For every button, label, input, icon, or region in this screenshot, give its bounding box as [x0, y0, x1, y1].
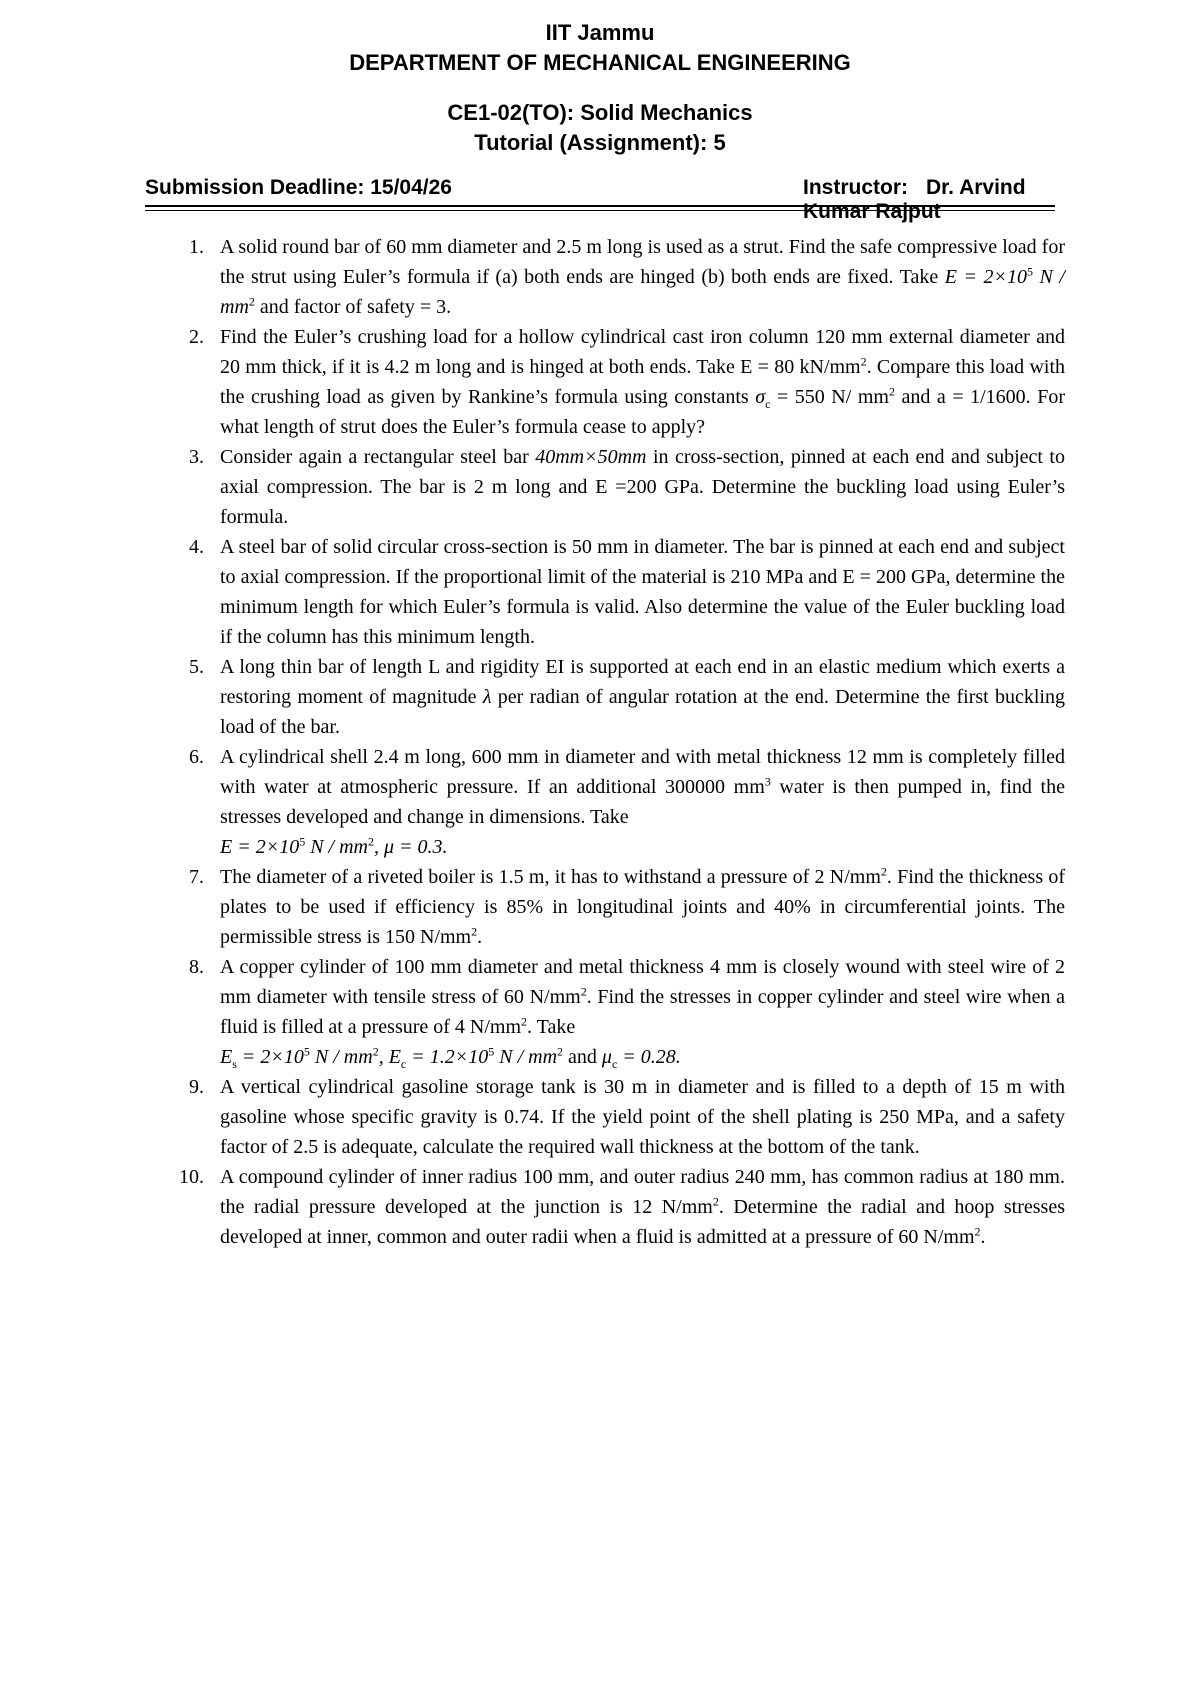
question-7	[170, 862, 1065, 952]
header-rule	[145, 205, 1055, 207]
header-rule-thin	[145, 210, 1055, 211]
question-8	[170, 952, 1065, 1072]
question-2	[170, 322, 1065, 442]
tutorial-title: Tutorial (Assignment): 5	[474, 130, 726, 155]
submission-info-bar	[145, 176, 1055, 223]
question-text: The diameter of a riveted boiler is 1.5 m, it has to withstand a pressure of 2 $N/mm^2$. Find the thickness of plates to be used if efficiency is 85% in longitudinal joints and 40% in circumferential joints. The permissible stress is 150 $N/mm^2$.	[220, 864, 1065, 948]
question-text: A solid round bar of 60 mm diameter and 2.5 m long is used as a strut. Find the safe compressive load for the strut using Euler’s formula if (a) both ends are hinged (b) both ends are fixed. Take $E = 2\times 10^5$ N / $mm^2$ and factor of safety = 3.	[220, 236, 1065, 318]
instructor-info	[803, 176, 1055, 224]
department-name: DEPARTMENT OF MECHANICAL ENGINEERING	[349, 50, 851, 75]
question-number: 4.	[189, 536, 204, 558]
question-list	[170, 232, 1065, 1252]
question-number: 3.	[189, 446, 204, 468]
question-number: 6.	[189, 746, 204, 768]
document-header	[0, 18, 1200, 158]
question-10	[170, 1162, 1065, 1252]
question-number: 1.	[189, 236, 204, 258]
question-3	[170, 442, 1065, 532]
question-text: Consider again a rectangular steel bar 40mm×50mm in cross-section, pinned at each end and subject to axial compression. The bar is 2 m long and E =200 GPa. Determine the buckling load using Euler’s formula.	[220, 446, 1065, 528]
question-number: 9.	[189, 1076, 204, 1098]
instructor-label: Instructor:	[803, 176, 908, 199]
question-9	[170, 1072, 1065, 1162]
question-4	[170, 532, 1065, 652]
question-5	[170, 652, 1065, 742]
question-text: A vertical cylindrical gasoline storage tank is 30 m in diameter and is filled to a depth of 15 m with gasoline whose specific gravity is 0.74. If the yield point of the shell plating is 250 MPa, and a safety factor of 2.5 is adequate, calculate the required wall thickness at the bottom of the tank.	[220, 1076, 1065, 1158]
submission-deadline: Submission Deadline: 15/04/26	[145, 176, 452, 199]
question-text: Find the Euler’s crushing load for a hollow cylindrical cast iron column 120 mm external diameter and 20 mm thick, if it is 4.2 m long and is hinged at both ends. Take E = 80 $kN/mm^2$. Compare this load with the crushing load as given by Rankine’s formula using constants $\sigma_c = 550$ N/ $mm^2$ and a = 1/1600. For what length of strut does the Euler’s formula cease to apply?	[220, 326, 1066, 438]
question-number: 2.	[189, 326, 204, 348]
course-title: CE1-02(TO): Solid Mechanics	[447, 100, 753, 125]
question-number: 10.	[179, 1166, 204, 1188]
question-text: A compound cylinder of inner radius 100 mm, and outer radius 240 mm, has common radius at 180 mm. the radial pressure developed at the junction is 12 $N/mm^2$. Determine the radial and hoop stresses developed at inner, common and outer radii when a fluid is admitted at a pressure of 60 $N/mm^2$.	[220, 1166, 1065, 1248]
question-text: A copper cylinder of 100 mm diameter and metal thickness 4 mm is closely wound with steel wire of 2 mm diameter with tensile stress of 60 $N/mm^2$. Find the stresses in copper cylinder and steel wire when a fluid is filled at a pressure of 4 $N/mm^2$. Take $E_s = 2\times 10^5$ N / $mm^2$, $E_c = 1.2\times 10^5$ N / $mm^2$ and $\mu_c = 0.28$.	[220, 956, 1065, 1071]
question-number: 8.	[189, 956, 204, 978]
institute-name: IIT Jammu	[545, 20, 655, 45]
question-6	[170, 742, 1065, 862]
question-text: A cylindrical shell 2.4 m long, 600 mm in diameter and with metal thickness 12 mm is completely filled with water at atmospheric pressure. If an additional 300000 $mm^3$ water is then pumped in, find the stresses developed and change in dimensions. Take $E = 2\times 10^5$ N / $mm^2$, μ = 0.3.	[220, 746, 1065, 858]
question-text: A steel bar of solid circular cross-section is 50 mm in diameter. The bar is pinned at each end and subject to axial compression. If the proportional limit of the material is 210 MPa and E = 200 GPa, determine the minimum length for which Euler’s formula is valid. Also determine the value of the Euler buckling load if the column has this minimum length.	[220, 536, 1065, 648]
question-number: 7.	[189, 866, 204, 888]
question-number: 5.	[189, 656, 204, 678]
question-text: A long thin bar of length L and rigidity EI is supported at each end in an elastic medium which exerts a restoring moment of magnitude λ per radian of angular rotation at the end. Determine the first buckling load of the bar.	[220, 656, 1065, 738]
question-1	[170, 232, 1065, 322]
instructor-name: Dr. Arvind Kumar Rajput	[803, 176, 1026, 223]
